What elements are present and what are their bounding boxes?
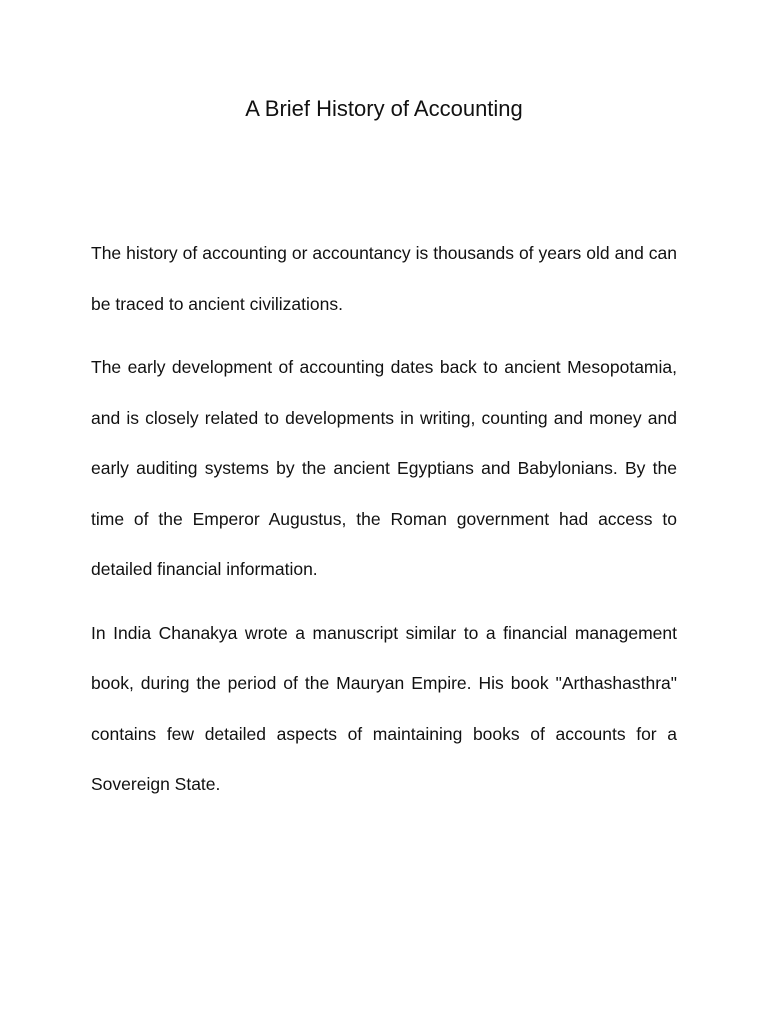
document-body	[91, 228, 677, 823]
document-title: A Brief History of Accounting	[245, 96, 523, 121]
paragraph-early-development: The early development of accounting dates back to ancient Mesopotamia, and is closely related to developments in writing, counting and money and early auditing systems by the ancient Egyptians and Babylonians. By the time of the Emperor Augustus, the Roman government had access to detailed financial information.	[91, 357, 677, 579]
paragraph-history-intro: The history of accounting or accountancy is thousands of years old and can be traced to ancient civilizations.	[91, 243, 677, 314]
paragraph-india-chanakya: In India Chanakya wrote a manuscript similar to a financial management book, during the period of the Mauryan Empire. His book "Arthashasthra" contains few detailed aspects of maintaining books of accounts for a Sovereign State.	[91, 622, 677, 794]
